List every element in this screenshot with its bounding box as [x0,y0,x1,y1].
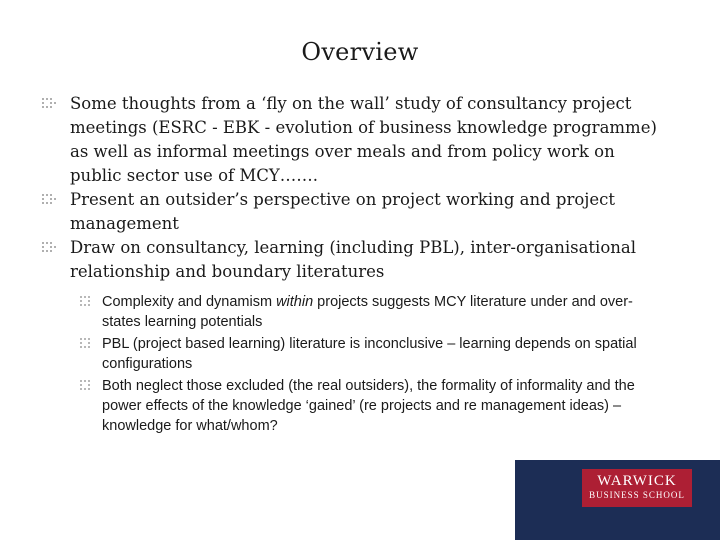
bullet-item [40,236,670,284]
sub-bullet-item [40,334,670,374]
bullet-list [40,92,670,436]
bullet-text: Some thoughts from a ‘fly on the wall’ study of consultancy project meetings (ESRC - EBK - evolution of business knowledge programme) as well as informal meetings over meals and from policy work on public sector use of MCY……. [70,94,657,185]
bullet-item [40,92,670,188]
sub-bullet-list [40,292,670,436]
sub-bullet-text: PBL (project based learning) literature is inconclusive – learning depends on spatial configurations [102,336,637,372]
logo-sub-text: BUSINESS SCHOOL [589,490,685,500]
bullet-grid-icon [42,98,56,110]
bullet-grid-icon [42,242,56,254]
logo-main-text: WARWICK [597,473,677,489]
sub-bullet-item [40,292,670,332]
sub-bullet-text-after: projects suggests MCY literature under and over-states learning potentials [102,294,633,330]
bullet-grid-icon [80,380,92,391]
bullet-item [40,188,670,236]
sub-bullet-text-before: Complexity and dynamism [102,294,277,310]
sub-bullet-text: Both neglect those excluded (the real outsiders), the formality of informality and the power effects of the knowledge ‘gained’ (re projects and re management ideas) – knowledge for what/whom? [102,378,635,434]
logo-panel [515,460,720,540]
sub-bullet-emphasis: within [276,294,314,310]
sub-bullet-item [40,376,670,436]
slide-title: Overview [301,38,419,66]
bullet-grid-icon [80,338,92,349]
bullet-grid-icon [80,296,92,307]
bullet-grid-icon [42,194,56,206]
warwick-business-school-logo [582,469,692,507]
bullet-text: Draw on consultancy, learning (including PBL), inter-organisational relationship and boundary literatures [70,238,637,281]
bullet-text: Present an outsider’s perspective on project working and project management [70,190,616,233]
